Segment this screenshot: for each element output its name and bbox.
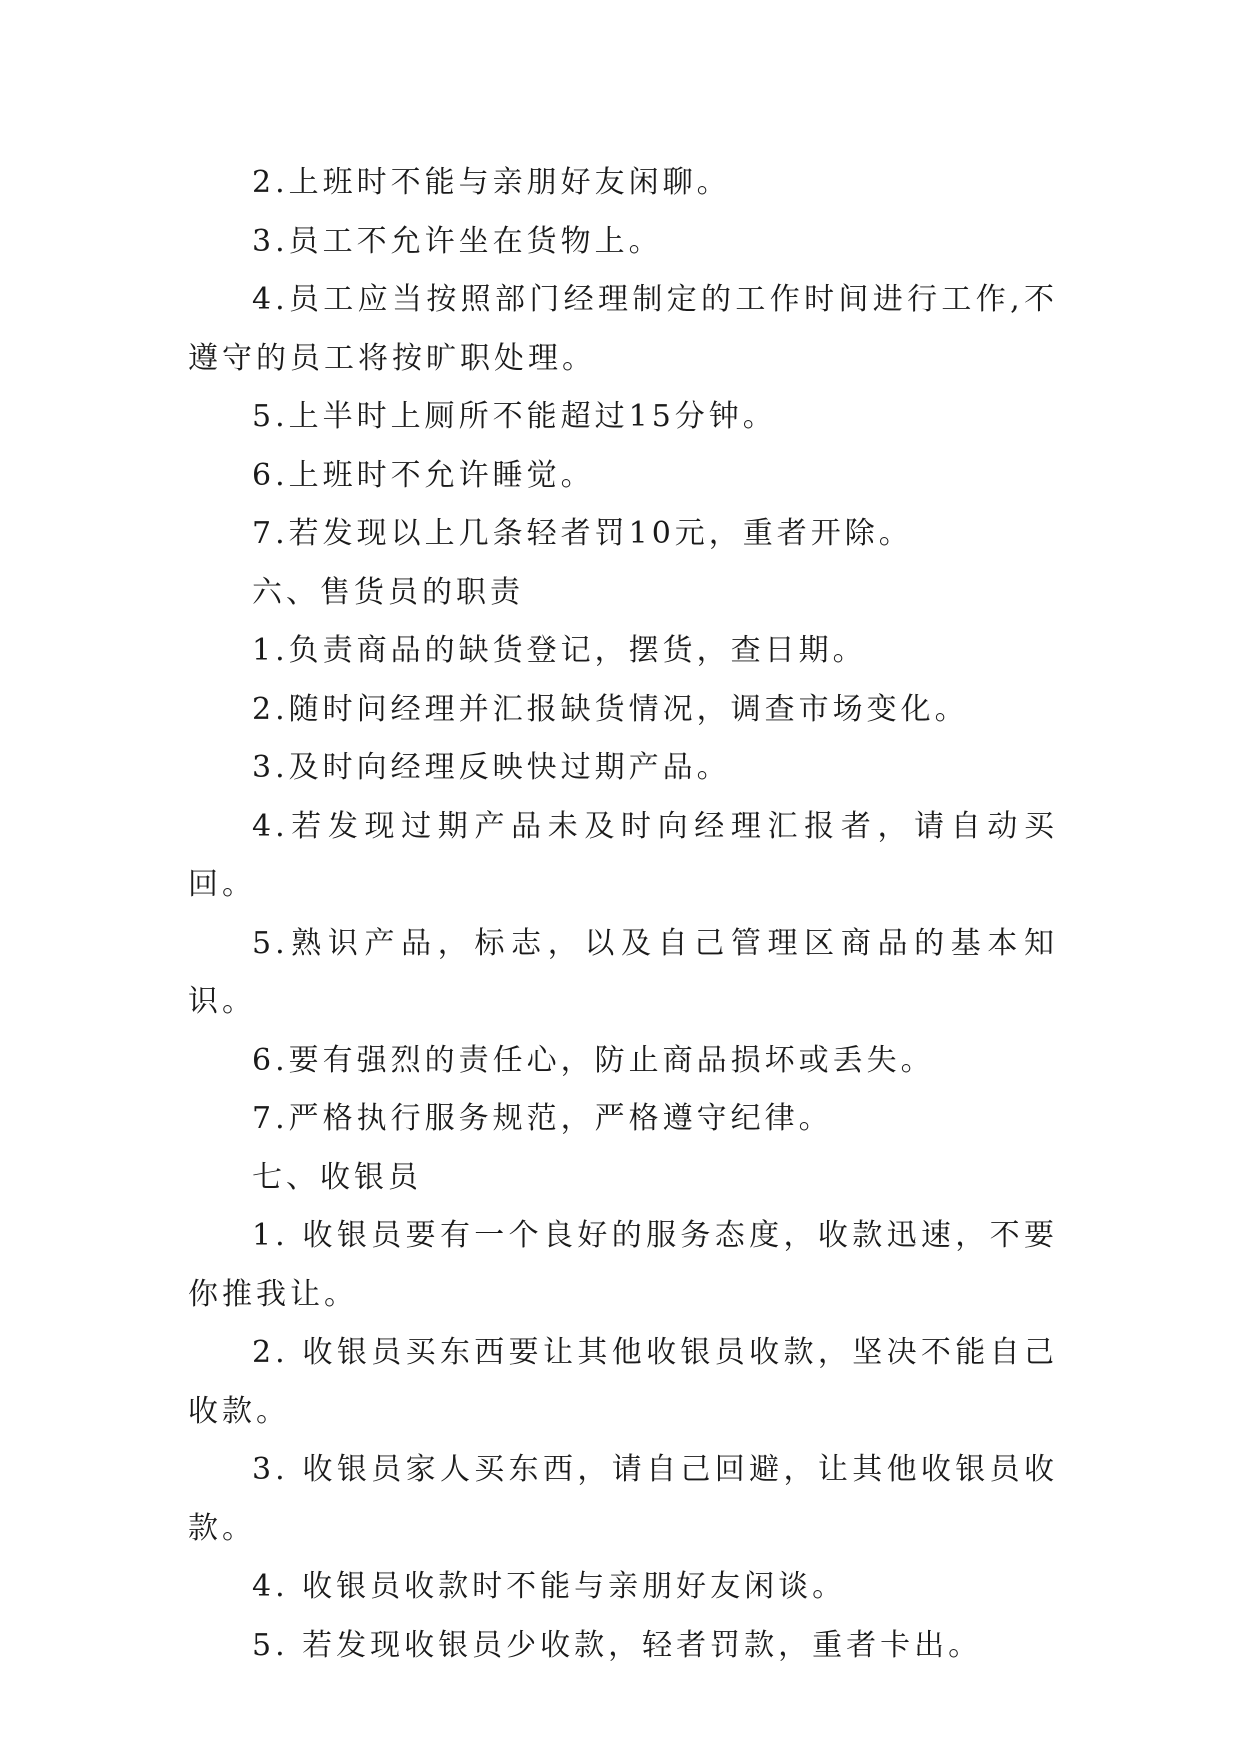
- section-heading-cashier: 七、收银员: [252, 1159, 422, 1195]
- paragraph-salesclerk-5: 5.熟识产品，标志，以及自己管理区商品的基本知识。: [188, 925, 1058, 1019]
- paragraph-rule-2: 2.上班时不能与亲朋好友闲聊。: [252, 165, 731, 200]
- paragraph-salesclerk-7: 7.严格执行服务规范，严格遵守纪律。: [252, 1101, 833, 1136]
- paragraph-rule-5: 5.上半时上厕所不能超过15分钟。: [252, 399, 777, 434]
- paragraph-rule-6: 6.上班时不允许睡觉。: [252, 457, 595, 493]
- paragraph-salesclerk-4: 4.若发现过期产品未及时向经理汇报者，请自动买回。: [188, 808, 1058, 902]
- paragraph-rule-3: 3.员工不允许坐在货物上。: [252, 223, 663, 259]
- paragraph-salesclerk-3: 3.及时向经理反映快过期产品。: [252, 750, 731, 785]
- section-heading-salesclerk: 六、售货员的职责: [252, 574, 524, 610]
- paragraph-salesclerk-2: 2.随时问经理并汇报缺货情况，调查市场变化。: [252, 691, 969, 727]
- paragraph-salesclerk-6: 6.要有强烈的责任心，防止商品损坏或丢失。: [252, 1042, 935, 1078]
- paragraph-salesclerk-1: 1.负责商品的缺货登记，摆货，查日期。: [252, 633, 867, 668]
- paragraph-cashier-1: 1. 收银员要有一个良好的服务态度，收款迅速，不要你推我让。: [188, 1218, 1058, 1312]
- paragraph-cashier-4: 4. 收银员收款时不能与亲朋好友闲谈。: [252, 1569, 847, 1604]
- document-body: [188, 154, 1058, 1675]
- paragraph-rule-7: 7.若发现以上几条轻者罚10元，重者开除。: [252, 516, 913, 551]
- paragraph-cashier-3: 3. 收银员家人买东西，请自己回避，让其他收银员收款。: [188, 1452, 1058, 1546]
- paragraph-cashier-2: 2. 收银员买东西要让其他收银员收款，坚决不能自己收款。: [188, 1335, 1058, 1429]
- paragraph-rule-4: 4.员工应当按照部门经理制定的工作时间进行工作,不遵守的员工将按旷职处理。: [188, 282, 1058, 376]
- paragraph-cashier-5: 5. 若发现收银员少收款，轻者罚款，重者卡出。: [252, 1627, 983, 1663]
